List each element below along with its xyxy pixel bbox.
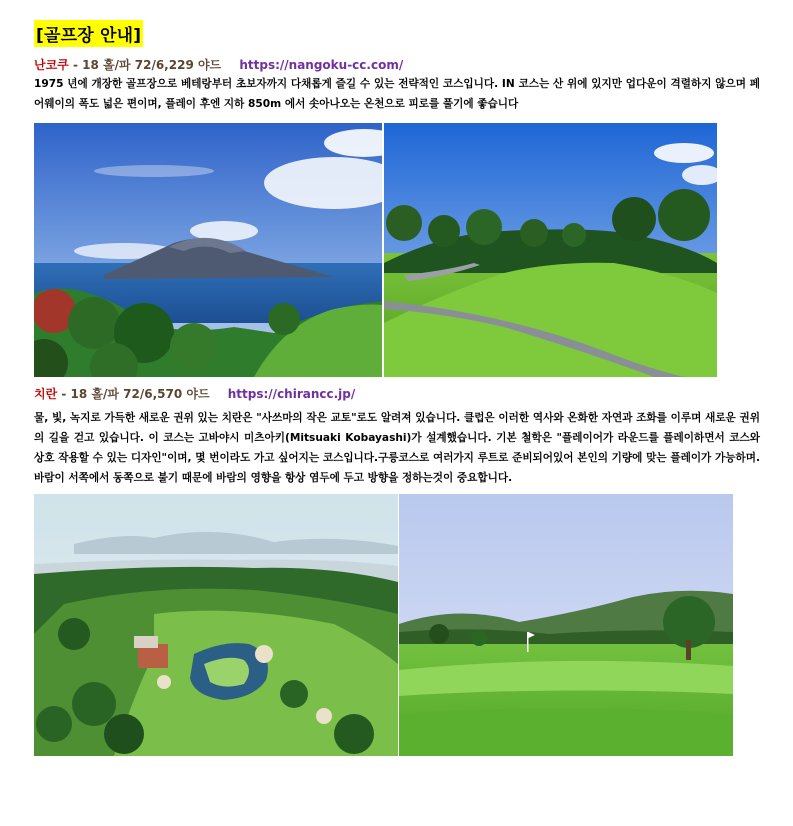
- course-info: - 18 홀/파 72/6,570 야드: [61, 387, 210, 401]
- course-name: 치란: [34, 387, 58, 401]
- course-header-chiran: [34, 386, 760, 402]
- golf-guide-page: [34, 20, 760, 756]
- course-name: 난코쿠: [34, 58, 69, 72]
- photo-row-chiran: [34, 494, 760, 756]
- course-url-link[interactable]: https://nangoku-cc.com/: [239, 58, 404, 72]
- course-description: 물, 빛, 녹지로 가득한 새로운 권위 있는 치란은 "사쓰마의 작은 교토"로도 알려져 있습니다. 클럽은 이러한 역사와 온화한 자연과 조화를 이루며 새로운 권위의 길을 걷고 있습니다. 이 코스는 고바야시 미츠아키(Mitsuaki Kobayashi)가 설계했습니다. 기본 철학은 "플레이어가 라운드를 플레이하면서 코스와 상호 작용할 수 있는 디자인"이며, 몇 번이라도 가고 싶어지는 코스입니다.구릉코스로 여러가지 루트로 준비되어있어 본인의 기량에 맞는 플레이가 가능하며. 바람이 서쪽에서 동쪽으로 불기 때문에 바람의 영향을 항상 염두에 두고 방향을 정하는것이 중요합니다.: [34, 412, 760, 484]
- course-url-link[interactable]: https://chirancc.jp/: [227, 387, 356, 401]
- course-header-nangoku: [34, 57, 760, 73]
- course-info: - 18 홀/파 72/6,229 야드: [72, 58, 222, 72]
- volcano-bay-photo: [34, 123, 382, 377]
- aerial-course-photo: [34, 494, 398, 756]
- photo-row-nangoku: [34, 123, 760, 377]
- green-flag-photo: [399, 494, 733, 756]
- page-title: [골프장 안내]: [34, 20, 143, 47]
- course-description: 1975 년에 개장한 골프장으로 베테랑부터 초보자까지 다채롭게 즐길 수 있는 전략적인 코스입니다. IN 코스는 산 위에 있지만 업다운이 격렬하지 않으며 페어웨이의 폭도 넓은 편이며, 플레이 후엔 지하 850m 에서 솟아나오는 온천으로 피로를 풀기에 좋습니다: [34, 78, 760, 110]
- fairway-trees-photo: [384, 123, 717, 377]
